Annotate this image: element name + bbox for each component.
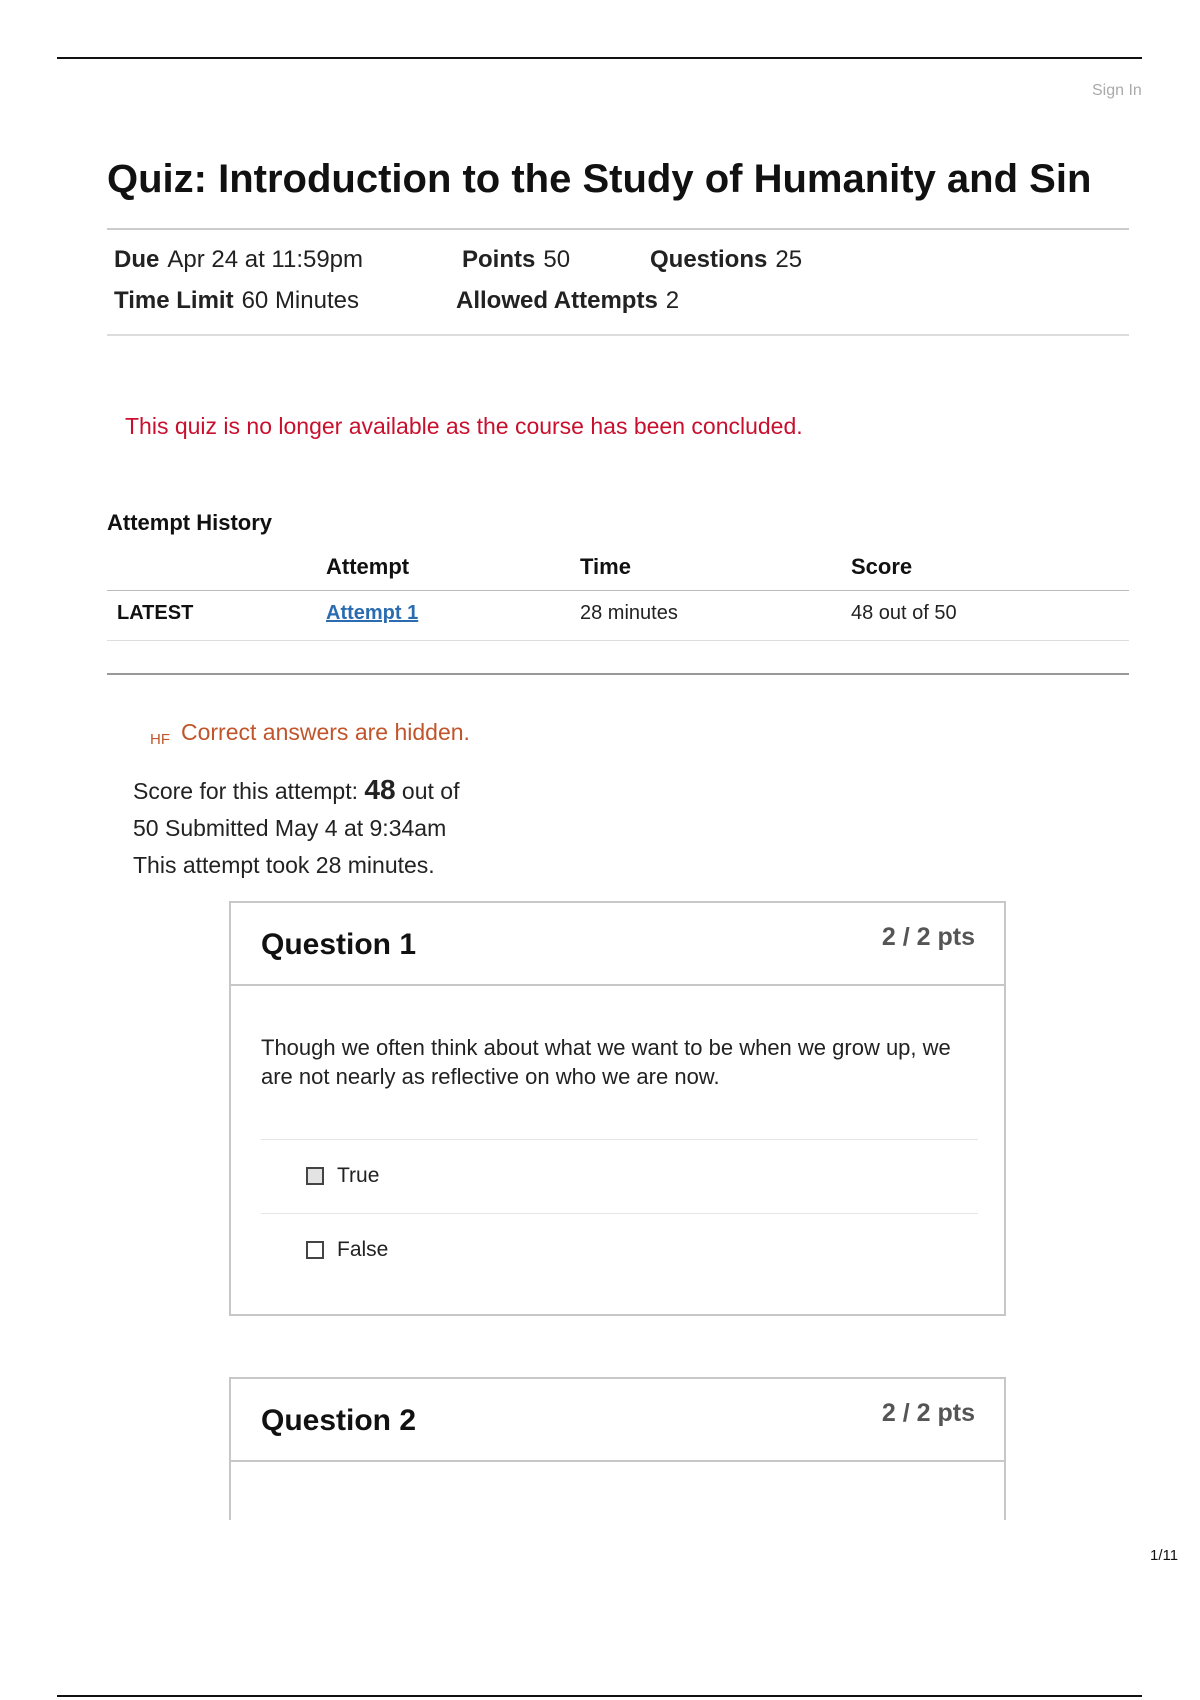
attempt-score-summary [133, 771, 459, 884]
question-title: Question 1 [261, 928, 417, 961]
time-limit-label: Time Limit [114, 287, 234, 314]
answer-label: True [337, 1164, 380, 1187]
due-label: Due [114, 246, 160, 273]
attempt-1-link[interactable]: Attempt 1 [326, 602, 419, 624]
answer-label: False [337, 1238, 389, 1261]
submitted-line: 50 Submitted May 4 at 9:34am [133, 815, 447, 841]
question-card [229, 1377, 1006, 1520]
points-label: Points [462, 246, 536, 273]
duration-line: This attempt took 28 minutes. [133, 852, 435, 878]
question-text: Though we often think about what we want to be when we grow up, we are not nearly as reflective on who we are now. [261, 1035, 951, 1089]
attempt-score: 48 out of 50 [851, 602, 957, 624]
attempt-history-divider [107, 673, 1129, 675]
answer-divider [261, 1213, 978, 1214]
question-card [229, 901, 1006, 1316]
column-header-attempt: Attempt [326, 554, 410, 579]
meta-questions [650, 246, 802, 274]
column-header-score: Score [851, 554, 913, 579]
score-value: 48 [364, 774, 396, 805]
score-label: Score for this attempt: [133, 778, 358, 804]
answers-hidden-text: Correct answers are hidden. [181, 719, 470, 745]
question-header [231, 903, 1004, 986]
score-line [133, 771, 459, 810]
column-header-time: Time [580, 554, 631, 579]
meta-divider [107, 334, 1129, 336]
question-points: 2 / 2 pts [881, 923, 975, 951]
questions-label: Questions [650, 246, 768, 273]
answer-option-false[interactable] [306, 1238, 388, 1262]
meta-due [114, 246, 363, 274]
table-header-rule [107, 590, 1129, 591]
quiz-unavailable-notice: This quiz is no longer available as the course has been concluded. [125, 413, 803, 439]
question-header [231, 1379, 1004, 1462]
meta-time-limit [114, 287, 359, 315]
sign-in-link[interactable]: Sign In [1092, 82, 1142, 99]
answers-hidden-icon: HF [150, 731, 170, 748]
score-suffix: out of [401, 778, 460, 804]
due-value: Apr 24 at 11:59pm [167, 246, 364, 273]
attempt-history-title: Attempt History [107, 510, 273, 535]
question-title: Question 2 [261, 1404, 417, 1437]
questions-value: 25 [775, 246, 803, 273]
question-body [231, 986, 1004, 1316]
points-value: 50 [543, 246, 571, 273]
time-limit-value: 60 Minutes [241, 287, 359, 314]
checkbox-icon[interactable] [306, 1241, 324, 1259]
attempt-time: 28 minutes [580, 602, 678, 624]
checkbox-icon[interactable] [306, 1167, 324, 1185]
meta-points [462, 246, 570, 274]
bottom-rule [57, 1695, 1142, 1697]
answer-option-true[interactable] [306, 1164, 379, 1188]
allowed-attempts-label: Allowed Attempts [456, 287, 658, 314]
title-divider [107, 228, 1129, 230]
table-row-rule [107, 640, 1129, 641]
page-number: 1/11 [1150, 1547, 1179, 1564]
allowed-attempts-value: 2 [665, 287, 680, 314]
page-title: Quiz: Introduction to the Study of Humanity and Sin [107, 157, 1092, 201]
latest-tag: LATEST [117, 602, 194, 624]
top-rule [57, 57, 1142, 59]
meta-allowed-attempts [456, 287, 679, 315]
answer-divider [261, 1139, 978, 1140]
question-points: 2 / 2 pts [881, 1399, 975, 1427]
